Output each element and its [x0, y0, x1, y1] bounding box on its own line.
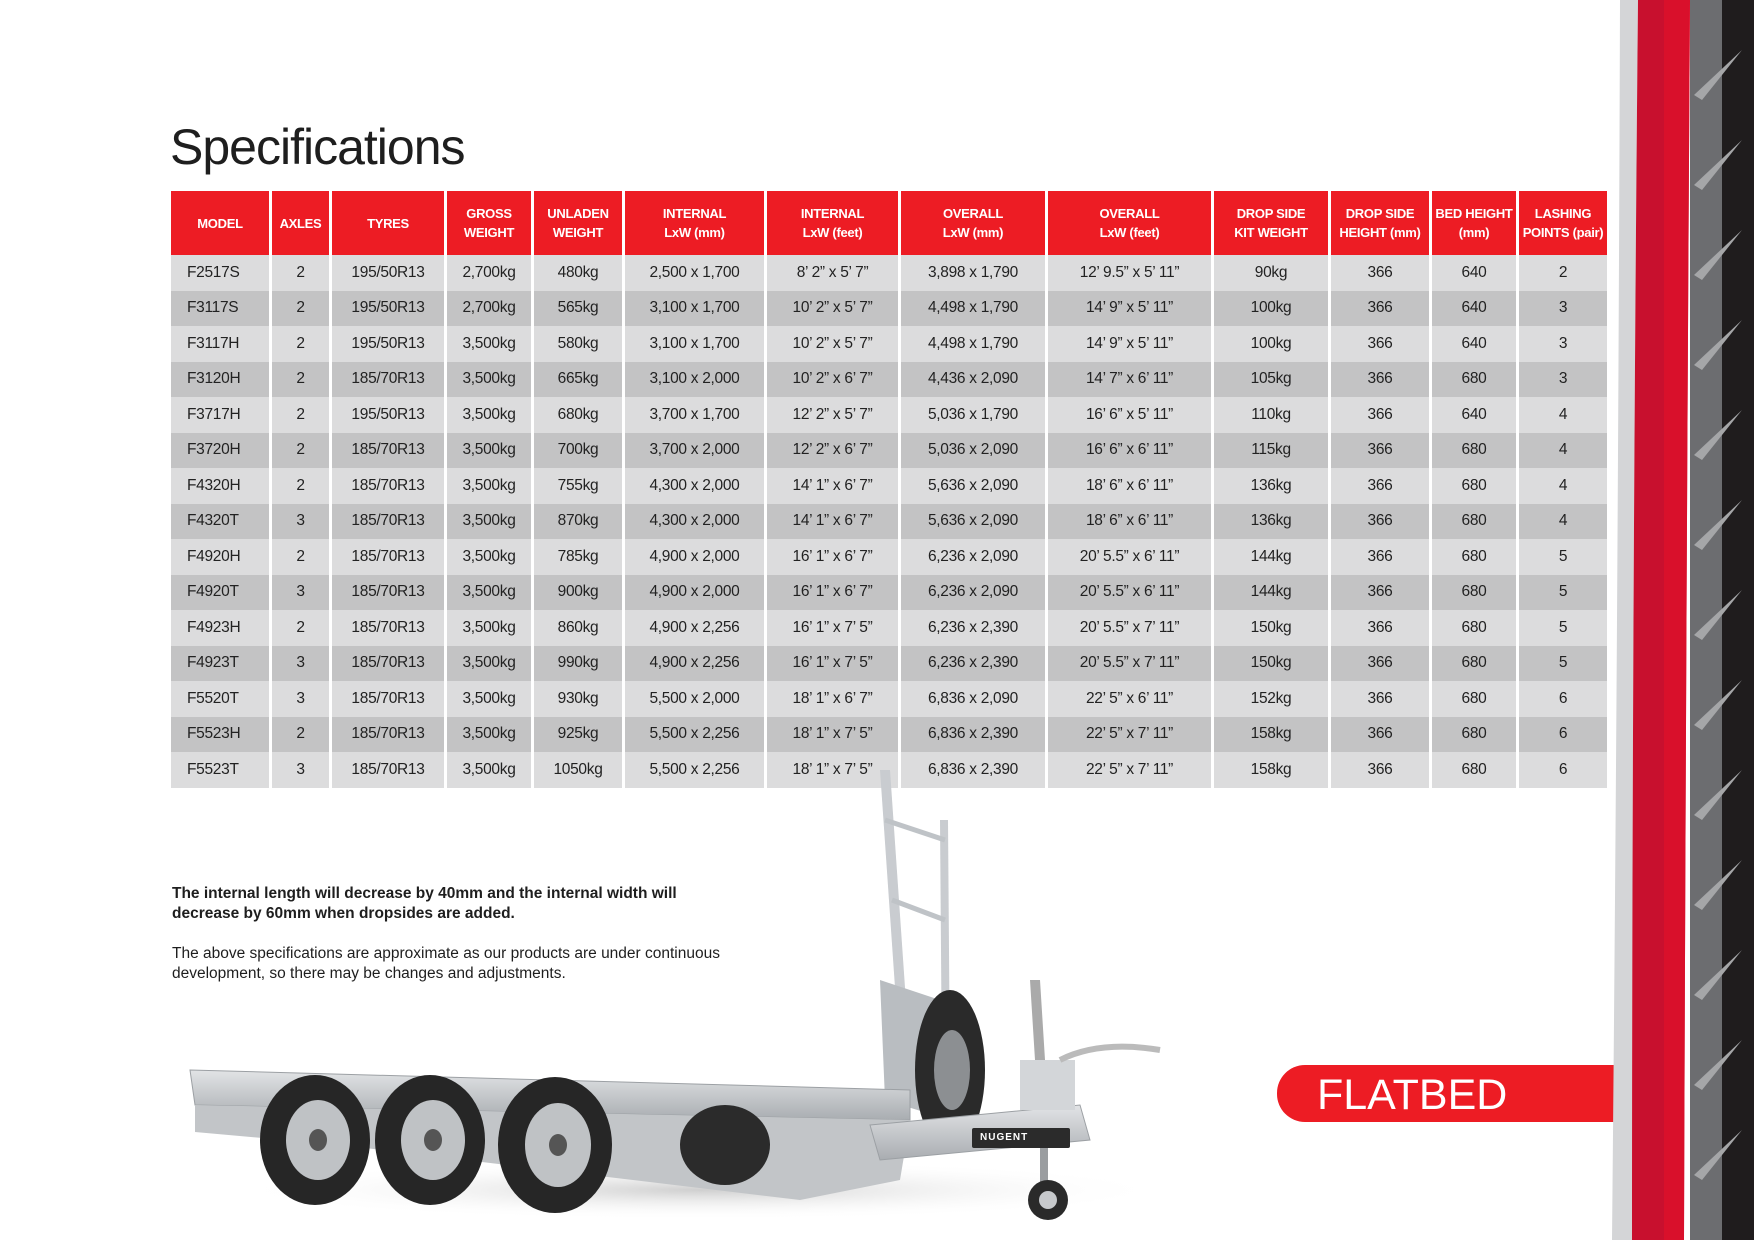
table-cell: 16’ 6” x 5’ 11”: [1048, 397, 1211, 433]
table-cell: 2: [272, 610, 329, 646]
table-cell: 3,700 x 1,700: [625, 397, 764, 433]
table-cell: 1050kg: [534, 752, 622, 788]
column-header: [272, 191, 329, 255]
table-cell: 5: [1519, 539, 1607, 575]
column-header-line1: DROP SIDE: [1236, 206, 1306, 221]
table-cell: 6,836 x 2,090: [901, 681, 1045, 717]
table-cell: 680: [1432, 610, 1516, 646]
table-cell: 366: [1331, 326, 1429, 362]
table-cell: 565kg: [534, 291, 622, 327]
table-cell: 366: [1331, 646, 1429, 682]
table-cell: 110kg: [1214, 397, 1328, 433]
table-cell: 680: [1432, 717, 1516, 753]
table-cell: 185/70R13: [332, 717, 444, 753]
table-cell: 680: [1432, 362, 1516, 398]
table-cell: 185/70R13: [332, 504, 444, 540]
table-cell: 366: [1331, 681, 1429, 717]
table-cell: 3,100 x 2,000: [625, 362, 764, 398]
table-cell: 3,700 x 2,000: [625, 433, 764, 469]
table-cell: 3: [1519, 326, 1607, 362]
table-cell: F3720H: [171, 433, 269, 469]
table-cell: 366: [1331, 610, 1429, 646]
table-cell: 105kg: [1214, 362, 1328, 398]
table-cell: F3717H: [171, 397, 269, 433]
table-cell: 3,500kg: [447, 646, 531, 682]
table-cell: 480kg: [534, 255, 622, 291]
column-header: [1432, 191, 1516, 255]
table-cell: F5520T: [171, 681, 269, 717]
table-cell: 680: [1432, 752, 1516, 788]
table-cell: 900kg: [534, 575, 622, 611]
column-header-line1: INTERNAL: [800, 206, 865, 221]
table-cell: 3: [1519, 362, 1607, 398]
table-cell: 680kg: [534, 397, 622, 433]
column-header: [534, 191, 622, 255]
column-header: [767, 191, 898, 255]
table-cell: 4: [1519, 468, 1607, 504]
table-cell: 680: [1432, 468, 1516, 504]
table-cell: 6,836 x 2,390: [901, 717, 1045, 753]
table-cell: 366: [1331, 397, 1429, 433]
table-cell: F2517S: [171, 255, 269, 291]
table-cell: 2,700kg: [447, 255, 531, 291]
table-cell: 6,236 x 2,390: [901, 646, 1045, 682]
table-cell: 18’ 1” x 7’ 5”: [767, 752, 898, 788]
column-header-line2: KIT WEIGHT: [1234, 225, 1308, 240]
table-cell: 195/50R13: [332, 291, 444, 327]
table-cell: 100kg: [1214, 326, 1328, 362]
table-cell: 2: [272, 468, 329, 504]
table-cell: 665kg: [534, 362, 622, 398]
table-cell: 185/70R13: [332, 362, 444, 398]
table-cell: 20’ 5.5” x 6’ 11”: [1048, 575, 1211, 611]
page-title: Specifications: [170, 119, 465, 175]
table-cell: 14’ 9” x 5’ 11”: [1048, 326, 1211, 362]
table-cell: 5: [1519, 646, 1607, 682]
table-row: [171, 255, 1607, 291]
table-cell: 3,500kg: [447, 326, 531, 362]
table-cell: 5: [1519, 575, 1607, 611]
table-cell: 4: [1519, 504, 1607, 540]
table-cell: 3,500kg: [447, 504, 531, 540]
table-cell: 3: [1519, 291, 1607, 327]
table-cell: 6: [1519, 752, 1607, 788]
table-cell: 90kg: [1214, 255, 1328, 291]
table-cell: 18’ 6” x 6’ 11”: [1048, 504, 1211, 540]
column-header-line2: LxW (feet): [1099, 225, 1160, 240]
table-header-row: [171, 191, 1607, 255]
column-header-line2: LxW (mm): [942, 225, 1004, 240]
table-cell: 185/70R13: [332, 610, 444, 646]
table-cell: 5,036 x 2,090: [901, 433, 1045, 469]
table-cell: 6,836 x 2,390: [901, 752, 1045, 788]
table-cell: 2: [272, 255, 329, 291]
table-cell: 640: [1432, 255, 1516, 291]
table-cell: 700kg: [534, 433, 622, 469]
table-row: [171, 575, 1607, 611]
table-cell: 22’ 5” x 7’ 11”: [1048, 717, 1211, 753]
tyre-tread-decoration: [1594, 0, 1754, 1240]
table-cell: 195/50R13: [332, 255, 444, 291]
column-header: [332, 191, 444, 255]
table-body: [171, 255, 1607, 788]
table-cell: 150kg: [1214, 610, 1328, 646]
column-header-line2: WEIGHT: [552, 225, 604, 240]
table-cell: 136kg: [1214, 504, 1328, 540]
table-cell: 3,500kg: [447, 717, 531, 753]
table-cell: 18’ 6” x 6’ 11”: [1048, 468, 1211, 504]
column-header: [901, 191, 1045, 255]
column-header: [1331, 191, 1429, 255]
table-cell: 930kg: [534, 681, 622, 717]
table-cell: 2: [272, 291, 329, 327]
table-cell: 100kg: [1214, 291, 1328, 327]
table-cell: 580kg: [534, 326, 622, 362]
table-cell: F5523T: [171, 752, 269, 788]
table-cell: 150kg: [1214, 646, 1328, 682]
table-cell: 366: [1331, 539, 1429, 575]
table-cell: 4,900 x 2,000: [625, 539, 764, 575]
table-cell: 8’ 2” x 5’ 7”: [767, 255, 898, 291]
table-cell: 680: [1432, 504, 1516, 540]
table-cell: 366: [1331, 717, 1429, 753]
table-cell: 680: [1432, 433, 1516, 469]
table-cell: 22’ 5” x 7’ 11”: [1048, 752, 1211, 788]
table-cell: 4,900 x 2,000: [625, 575, 764, 611]
table-cell: F5523H: [171, 717, 269, 753]
table-cell: 3,100 x 1,700: [625, 326, 764, 362]
table-cell: 152kg: [1214, 681, 1328, 717]
column-header: [171, 191, 269, 255]
table-cell: 136kg: [1214, 468, 1328, 504]
table-cell: 366: [1331, 255, 1429, 291]
table-cell: 3,500kg: [447, 539, 531, 575]
table-row: [171, 468, 1607, 504]
table-cell: 16’ 1” x 7’ 5”: [767, 610, 898, 646]
table-cell: 3,500kg: [447, 362, 531, 398]
table-cell: 4,300 x 2,000: [625, 504, 764, 540]
table-cell: 5: [1519, 610, 1607, 646]
table-cell: 680: [1432, 539, 1516, 575]
table-cell: 640: [1432, 326, 1516, 362]
table-row: [171, 362, 1607, 398]
table-cell: 3,500kg: [447, 681, 531, 717]
table-cell: 5,636 x 2,090: [901, 504, 1045, 540]
table-cell: 14’ 9” x 5’ 11”: [1048, 291, 1211, 327]
table-cell: 3: [272, 646, 329, 682]
table-cell: F4920T: [171, 575, 269, 611]
table-cell: 22’ 5” x 6’ 11”: [1048, 681, 1211, 717]
table-cell: F3120H: [171, 362, 269, 398]
table-cell: 2: [1519, 255, 1607, 291]
table-cell: 14’ 1” x 6’ 7”: [767, 468, 898, 504]
table-cell: 3,500kg: [447, 752, 531, 788]
table-cell: F4320T: [171, 504, 269, 540]
table-cell: F4320H: [171, 468, 269, 504]
table-cell: 3,898 x 1,790: [901, 255, 1045, 291]
table-cell: 12’ 2” x 5’ 7”: [767, 397, 898, 433]
table-cell: 3: [272, 575, 329, 611]
table-cell: 3: [272, 752, 329, 788]
table-row: [171, 681, 1607, 717]
table-cell: 680: [1432, 575, 1516, 611]
table-cell: 4,498 x 1,790: [901, 291, 1045, 327]
table-cell: 16’ 1” x 6’ 7”: [767, 539, 898, 575]
column-header-line1: MODEL: [197, 215, 243, 231]
table-cell: 16’ 1” x 7’ 5”: [767, 646, 898, 682]
table-cell: 12’ 9.5” x 5’ 11”: [1048, 255, 1211, 291]
brand-logo: NUGENT: [972, 1128, 1070, 1148]
column-header-line2: WEIGHT: [463, 225, 515, 240]
table-cell: 870kg: [534, 504, 622, 540]
table-cell: 14’ 7” x 6’ 11”: [1048, 362, 1211, 398]
table-cell: 2: [272, 539, 329, 575]
column-header-line1: OVERALL: [942, 206, 1003, 221]
column-header-line2: POINTS (pair): [1522, 225, 1604, 240]
table-cell: 18’ 1” x 7’ 5”: [767, 717, 898, 753]
table-cell: 185/70R13: [332, 575, 444, 611]
table-row: [171, 326, 1607, 362]
table-cell: 640: [1432, 397, 1516, 433]
category-banner: [1277, 1065, 1615, 1122]
column-header: [1048, 191, 1211, 255]
table-cell: 185/70R13: [332, 752, 444, 788]
table-cell: 16’ 1” x 6’ 7”: [767, 575, 898, 611]
table-row: [171, 539, 1607, 575]
table-cell: 115kg: [1214, 433, 1328, 469]
table-cell: F4920H: [171, 539, 269, 575]
table-cell: 158kg: [1214, 717, 1328, 753]
table-row: [171, 717, 1607, 753]
table-cell: 366: [1331, 433, 1429, 469]
table-cell: 185/70R13: [332, 433, 444, 469]
table-cell: 10’ 2” x 6’ 7”: [767, 362, 898, 398]
table-cell: 158kg: [1214, 752, 1328, 788]
table-cell: 366: [1331, 362, 1429, 398]
table-cell: 4,900 x 2,256: [625, 610, 764, 646]
dropside-note: The internal length will decrease by 40mm and the internal width will decrease by 60mm when dropsides are added.: [172, 885, 677, 922]
table-cell: 185/70R13: [332, 681, 444, 717]
table-cell: 2,700kg: [447, 291, 531, 327]
table-cell: 3,500kg: [447, 397, 531, 433]
table-cell: 20’ 5.5” x 6’ 11”: [1048, 539, 1211, 575]
table-cell: 12’ 2” x 6’ 7”: [767, 433, 898, 469]
table-cell: 680: [1432, 646, 1516, 682]
column-header-line1: OVERALL: [1099, 206, 1160, 221]
table-cell: 680: [1432, 681, 1516, 717]
column-header-line2: (mm): [1458, 225, 1490, 240]
table-cell: 14’ 1” x 6’ 7”: [767, 504, 898, 540]
table-cell: 6,236 x 2,090: [901, 539, 1045, 575]
table-cell: 2: [272, 397, 329, 433]
table-cell: 6: [1519, 717, 1607, 753]
table-cell: 195/50R13: [332, 397, 444, 433]
table-cell: 366: [1331, 575, 1429, 611]
table-cell: 5,636 x 2,090: [901, 468, 1045, 504]
table-cell: F3117H: [171, 326, 269, 362]
table-cell: 4,498 x 1,790: [901, 326, 1045, 362]
table-cell: 18’ 1” x 6’ 7”: [767, 681, 898, 717]
table-cell: 785kg: [534, 539, 622, 575]
table-row: [171, 610, 1607, 646]
column-header-line1: AXLES: [279, 215, 322, 231]
table-cell: 4: [1519, 433, 1607, 469]
table-cell: 185/70R13: [332, 646, 444, 682]
table-cell: 3,500kg: [447, 610, 531, 646]
table-cell: 2: [272, 717, 329, 753]
column-header-line2: LxW (mm): [664, 225, 725, 240]
table-cell: 3,500kg: [447, 433, 531, 469]
column-header-line2: LxW (feet): [802, 225, 863, 240]
category-label: FLATBED: [1317, 1071, 1508, 1119]
table-cell: 860kg: [534, 610, 622, 646]
table-cell: 366: [1331, 468, 1429, 504]
table-cell: 3: [272, 504, 329, 540]
table-cell: 2: [272, 362, 329, 398]
table-cell: 144kg: [1214, 575, 1328, 611]
table-cell: 366: [1331, 291, 1429, 327]
table-cell: F3117S: [171, 291, 269, 327]
table-cell: 640: [1432, 291, 1516, 327]
table-cell: 366: [1331, 504, 1429, 540]
table-cell: 5,500 x 2,256: [625, 752, 764, 788]
table-cell: 4: [1519, 397, 1607, 433]
table-cell: 3: [272, 681, 329, 717]
disclaimer-note: The above specifications are approximate as our products are under continuous development, so there may be changes and adjustments.: [172, 945, 720, 982]
table-cell: 366: [1331, 752, 1429, 788]
table-cell: 5,036 x 1,790: [901, 397, 1045, 433]
column-header: [625, 191, 764, 255]
table-cell: 3,500kg: [447, 468, 531, 504]
table-cell: 195/50R13: [332, 326, 444, 362]
table-cell: 2,500 x 1,700: [625, 255, 764, 291]
table-cell: 3,500kg: [447, 575, 531, 611]
column-header-line1: TYRES: [367, 215, 409, 231]
table-cell: 4,300 x 2,000: [625, 468, 764, 504]
table-cell: F4923T: [171, 646, 269, 682]
table-cell: 16’ 6” x 6’ 11”: [1048, 433, 1211, 469]
table-cell: 144kg: [1214, 539, 1328, 575]
column-header-line1: LASHING: [1534, 206, 1592, 221]
column-header: [447, 191, 531, 255]
specifications-table: [168, 191, 1610, 788]
column-header-line1: GROSS: [466, 206, 512, 221]
table-cell: 2: [272, 433, 329, 469]
table-cell: 185/70R13: [332, 539, 444, 575]
table-cell: 990kg: [534, 646, 622, 682]
table-cell: 925kg: [534, 717, 622, 753]
table-cell: 20’ 5.5” x 7’ 11”: [1048, 646, 1211, 682]
column-header-line1: INTERNAL: [662, 206, 727, 221]
table-cell: 6: [1519, 681, 1607, 717]
column-header-line1: DROP SIDE: [1345, 206, 1415, 221]
table-row: [171, 646, 1607, 682]
trailer-image: [180, 760, 1220, 1220]
table-cell: 3,100 x 1,700: [625, 291, 764, 327]
column-header-line1: BED HEIGHT: [1435, 206, 1513, 221]
column-header: [1214, 191, 1328, 255]
table-row: [171, 504, 1607, 540]
table-row: [171, 291, 1607, 327]
table-cell: 6,236 x 2,390: [901, 610, 1045, 646]
column-header-line1: UNLADEN: [547, 206, 609, 221]
table-row: [171, 397, 1607, 433]
table-cell: 755kg: [534, 468, 622, 504]
table-cell: 2: [272, 326, 329, 362]
table-cell: 4,436 x 2,090: [901, 362, 1045, 398]
table-cell: 10’ 2” x 5’ 7”: [767, 326, 898, 362]
table-cell: 5,500 x 2,256: [625, 717, 764, 753]
table-row: [171, 433, 1607, 469]
table-cell: 5,500 x 2,000: [625, 681, 764, 717]
column-header-line2: HEIGHT (mm): [1339, 225, 1421, 240]
table-cell: 20’ 5.5” x 7’ 11”: [1048, 610, 1211, 646]
table-cell: 4,900 x 2,256: [625, 646, 764, 682]
table-cell: 6,236 x 2,090: [901, 575, 1045, 611]
table-cell: 10’ 2” x 5’ 7”: [767, 291, 898, 327]
table-cell: F4923H: [171, 610, 269, 646]
table-cell: 185/70R13: [332, 468, 444, 504]
